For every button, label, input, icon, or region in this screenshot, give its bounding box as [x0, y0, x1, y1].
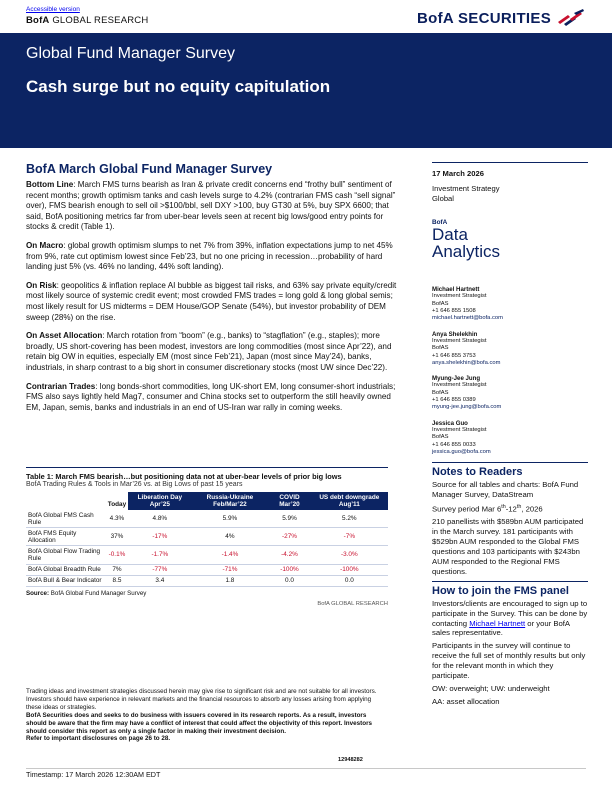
table-subtitle: BofA Trading Rules & Tools in Mar’26 vs. at Big Lows of past 15 years	[26, 481, 243, 488]
analyst-card: Jessica Guo Investment Strategist BofAS +1 646 855 0033 jessica.guo@bofa.com	[432, 419, 491, 455]
table-row	[26, 546, 388, 564]
sidebar-rule	[432, 162, 588, 163]
paragraph-macro: On Macro: global growth optimism slumps to net 7% from 39%, inflation expectations jump to net 45% from 9%, rate cut optimism lowest since Feb’23, but no one pricing in recession…probability of hard landing just 5% (vs. 46% no landing, 44% soft landing).	[26, 240, 393, 272]
row-label: BofA Global FMS Cash Rule	[26, 510, 106, 528]
banner-title: Cash surge but no equity capitulation	[26, 77, 331, 96]
table-cell: 7%	[106, 564, 128, 575]
analyst-email-link[interactable]: anya.shelekhin@bofa.com	[432, 359, 501, 366]
title-banner	[0, 33, 612, 148]
notes-rule	[432, 462, 588, 463]
join-heading: How to join the FMS panel	[432, 584, 569, 597]
notes-source: Source for all tables and charts: BofA Fund Manager Survey, DataStream	[432, 480, 579, 499]
table-cell: 0.0	[311, 575, 388, 586]
row-label: BofA FMS Equity Allocation	[26, 528, 106, 546]
analyst-email-link[interactable]: michael.hartnett@bofa.com	[432, 315, 503, 322]
table-cell: -0.1%	[106, 546, 128, 564]
analyst-card: Myung-Jee Jung Investment Strategist BofAS +1 646 855 0389 myung-jee.jung@bofa.com	[432, 375, 502, 411]
join-rule	[432, 581, 588, 582]
table-cell: 4%	[192, 528, 269, 546]
table-cell: -1.7%	[128, 546, 191, 564]
table-row	[26, 528, 388, 546]
table-cell: 37%	[106, 528, 128, 546]
table-cell: 8.5	[106, 575, 128, 586]
data-analytics-brand: Data Analytics	[432, 225, 501, 262]
table-header-row	[26, 492, 388, 510]
table-row	[26, 510, 388, 528]
michael-hartnett-link[interactable]: Michael Hartnett	[469, 618, 526, 628]
col-header-today: Today	[106, 492, 128, 510]
disclaimer: Trading ideas and investment strategies discussed herein may give rise to significant risk and are not suitable for all investors. Investors should have experience in relevant markets and the financial resources to absorb any losses arising from applying these ideas or strategies. BofA Securities does and seeks to do business with issuers covered in its research reports. As a result, investors should be aware that the firm may have a conflict of interest that could affect the objectivity of this report. Investors should consider this report as only a single factor in making their investment decision. Refer to important disclosures on page 26 to 28.	[26, 688, 377, 743]
notes-abbr-ow-uw: OW: overweight; UW: underweight	[432, 683, 550, 693]
analyst-card: Anya Shelekhin Investment Strategist BofAS +1 646 855 3753 anya.shelekhin@bofa.com	[432, 330, 501, 366]
analyst-card: Michael Hartnett Investment Strategist BofAS +1 646 855 1508 michael.hartnett@bofa.com	[432, 286, 503, 322]
paragraph-contrarian-trades: Contrarian Trades: long bonds-short commodities, long UK-short EM, long consumer-short industrials; FMS also says lightly held Mag7, consumer and China stocks set to outperform the still heavily owned EM, Japan, semis, banks and industrials in an end of US-Iran war rally in coming weeks.	[26, 381, 396, 412]
row-label: BofA Global Breadth Rule	[26, 564, 106, 575]
analyst-list	[432, 286, 588, 456]
table-cell: -100%	[268, 564, 310, 575]
data-analytics-brand-small: BofA	[432, 219, 448, 227]
table-1	[26, 467, 388, 607]
paragraph-risk: On Risk: geopolitics & inflation replace AI bubble as biggest tail risks, and 63% say private equity/credit most likely source of systemic credit event; most crowded FMS trades = long gold & long global semis; most likely result for US midterms = DEM House/GOP Senate (54%), but investor probability of DEM sweep (28%) on the rise.	[26, 280, 397, 322]
notes-participants: 210 panellists with $589bn AUM participated in the March survey. 181 participants with $529bn AUM responded to the Global FMS questions and 103 participants with $243bn AUM responded to the Regional FMS questions.	[432, 517, 584, 576]
col-header-us-debt: US debt downgrade Aug’11	[311, 492, 388, 510]
notes-to-readers	[432, 462, 588, 710]
table-title: Table 1: March FMS bearish…but positioning data not at uber-bear levels of prior big lows	[26, 472, 342, 481]
col-header-liberation-day: Liberation Day Apr’25	[128, 492, 191, 510]
report-date: 17 March 2026	[432, 169, 484, 178]
bofa-securities-logo	[417, 9, 586, 27]
accessible-version-link[interactable]: Accessible version	[26, 6, 80, 13]
footer-rule	[26, 768, 586, 769]
table-brand: BofA GLOBAL RESEARCH	[317, 600, 388, 607]
table-cell: 5.2%	[311, 510, 388, 528]
col-header-blank	[26, 492, 106, 510]
table-cell: -71%	[192, 564, 269, 575]
table-cell: -1.4%	[192, 546, 269, 564]
col-header-covid: COVID Mar’20	[268, 492, 310, 510]
table-cell: 5.9%	[192, 510, 269, 528]
bofa-global-research-brand: BofA GLOBAL RESEARCH	[26, 15, 149, 26]
table-cell: 5.9%	[268, 510, 310, 528]
table-cell: -100%	[311, 564, 388, 575]
notes-continue: Participants in the survey will continue to receive the full set of monthly results but only for the relevant month in which they participate.	[432, 641, 586, 681]
table-cell: 4.3%	[106, 510, 128, 528]
banner-subtitle: Global Fund Manager Survey	[26, 45, 235, 62]
row-label: BofA Bull & Bear Indicator	[26, 575, 106, 586]
analyst-email-link[interactable]: jessica.guo@bofa.com	[432, 448, 491, 455]
table-cell: -17%	[128, 528, 191, 546]
table-row	[26, 564, 388, 575]
table-cell: -77%	[128, 564, 191, 575]
paragraph-asset-allocation: On Asset Allocation: March rotation from “boom” (e.g., banks) to “stagflation” (e.g., staples); more broadly, US short-covering has been modest, investors are long commodities (most since Apr’22), and retain big OW in equities, especially EM (most since Feb’21), Japan (most since May’24), banks, industrials, in sharp contrast to a big short in consumer discretionary stocks (most UW since Dec’22).	[26, 331, 392, 372]
row-label: BofA Global Flow Trading Rule	[26, 546, 106, 564]
table-source: Source: BofA Global Fund Manager Survey	[26, 589, 147, 597]
notes-abbr-aa: AA: asset allocation	[432, 696, 500, 706]
table-cell: 1.8	[192, 575, 269, 586]
flag-icon	[556, 9, 586, 27]
report-code: 12948282	[338, 757, 363, 763]
logo-text: BofA SECURITIES	[417, 9, 551, 27]
join-text: Investors/clients are encouraged to sign up to participate in the Survey. This can be done by contacting Michael Hartnett or your BofA sales representative.	[432, 598, 588, 638]
notes-heading: Notes to Readers	[432, 466, 523, 478]
table-cell: -4.2%	[268, 546, 310, 564]
table-cell: 0.0	[268, 575, 310, 586]
strategy-label: Investment Strategy Global	[432, 184, 500, 203]
table-cell: 3.4	[128, 575, 191, 586]
trading-rules-table	[26, 492, 388, 587]
table-cell: -3.0%	[311, 546, 388, 564]
table-cell: -7%	[311, 528, 388, 546]
main-article	[26, 162, 406, 421]
table-cell: 4.8%	[128, 510, 191, 528]
notes-survey-period: Survey period Mar 6th-12th, 2026	[432, 503, 543, 514]
timestamp: Timestamp: 17 March 2026 12:30AM EDT	[26, 770, 161, 779]
col-header-russia-ukraine: Russia-Ukraine Feb/Mar’22	[192, 492, 269, 510]
paragraph-bottom-line: Bottom Line: March FMS turns bearish as Iran & private credit concerns end “frothy bull” sentiment of recent months; growth optimism tanks and cash levels surge to 4.2% (contrarian FMS cash “sell signal” over), FMS bearish enough to sell oil >$100/bbl, sell DXY >100, buy GT30 at 5%, buy SPX 6600; that said, BofA positioning metrics far from uber-bear levels seen at recent big lows/good entry points for stocks & credit (Table 1).	[26, 180, 396, 232]
analyst-email-link[interactable]: myung-jee.jung@bofa.com	[432, 404, 502, 411]
right-sidebar	[432, 162, 588, 456]
table-cell: -27%	[268, 528, 310, 546]
table-row	[26, 575, 388, 586]
article-heading: BofA March Global Fund Manager Survey	[26, 162, 273, 176]
